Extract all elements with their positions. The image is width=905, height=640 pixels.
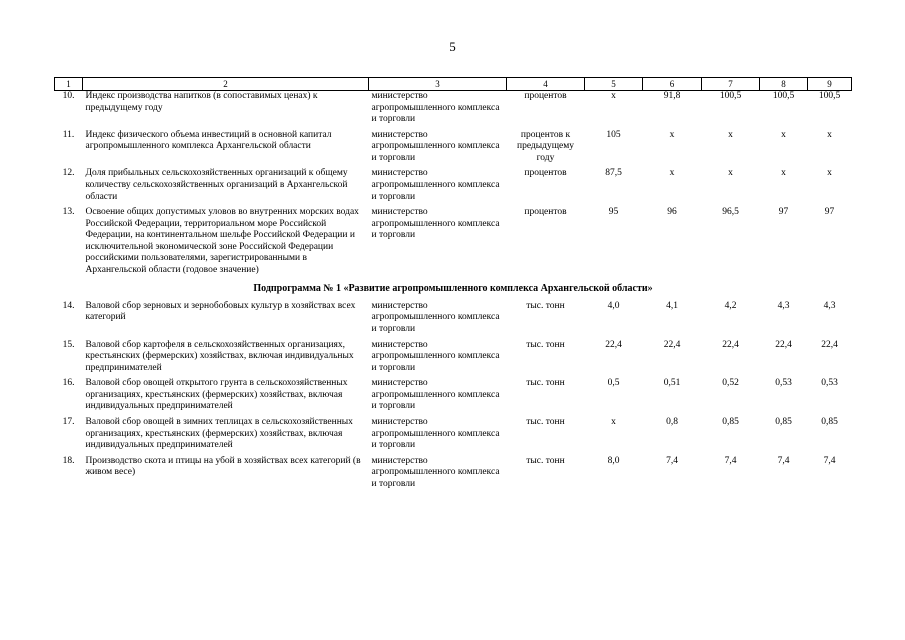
value-col7: 7,4 — [724, 455, 737, 466]
value-col5: 95 — [608, 207, 619, 218]
value-col5: 87,5 — [605, 168, 622, 179]
indicator-name: Индекс производства напитков (в сопоставимых ценах) к предыдущему году — [85, 90, 318, 113]
value-col9: 0,85 — [821, 417, 838, 428]
column-header-4: 4 — [507, 78, 585, 91]
value-col7: 0,85 — [722, 417, 739, 428]
value-col6: 91,8 — [663, 90, 681, 101]
unit: процентов к предыдущему году — [516, 129, 575, 163]
indicator-name: Валовой сбор овощей открытого грунта в сельскохозяйственных организациях, крестьянских (фермерских) хозяйствах, включая индивидуальных предпринимателей — [85, 378, 348, 412]
row-number: 15. — [62, 339, 75, 350]
value-col5: x — [611, 90, 616, 101]
table-row — [55, 301, 852, 340]
value-col5: 22,4 — [605, 339, 622, 350]
unit: тыс. тонн — [526, 455, 565, 466]
table-row — [55, 340, 852, 379]
responsible-body: министерство агропромышленного комплекса и торговли — [371, 207, 500, 241]
column-header-7: 7 — [702, 78, 760, 91]
responsible-body: министерство агропромышленного комплекса и торговли — [371, 417, 500, 451]
value-col8: 0,53 — [775, 378, 792, 389]
column-number-row — [55, 78, 852, 91]
table-row — [55, 90, 852, 129]
value-col6: 0,8 — [666, 417, 678, 428]
indicators-table — [54, 77, 852, 495]
value-col8: 4,3 — [777, 300, 790, 311]
table-row — [55, 378, 852, 417]
table-row — [55, 207, 852, 280]
unit: процентов — [524, 168, 567, 179]
subprogram-title: Подпрограмма № 1 «Развитие агропромышленного комплекса Архангельской области» — [253, 282, 653, 294]
unit: тыс. тонн — [526, 339, 565, 350]
value-col8: x — [781, 129, 786, 140]
unit: процентов — [524, 90, 567, 101]
value-col7: 96,5 — [722, 207, 739, 218]
value-col8: 100,5 — [772, 90, 795, 101]
value-col8: 7,4 — [777, 455, 790, 466]
row-number: 18. — [62, 455, 75, 466]
unit: процентов — [524, 207, 567, 218]
value-col6: 7,4 — [666, 455, 678, 466]
value-col6: 4,1 — [666, 300, 678, 311]
column-header-3: 3 — [369, 78, 507, 91]
value-col6: 0,51 — [663, 378, 681, 389]
value-col5: 0,5 — [607, 378, 620, 389]
row-number: 17. — [62, 417, 75, 428]
table-row — [55, 456, 852, 495]
indicator-name: Производство скота и птицы на убой в хозяйствах всех категорий (в живом весе) — [85, 455, 361, 478]
value-col9: 100,5 — [818, 90, 841, 101]
value-col6: 22,4 — [663, 339, 681, 350]
row-number: 12. — [62, 168, 75, 179]
value-col7: 0,52 — [722, 378, 739, 389]
page-number: 5 — [449, 39, 456, 54]
value-col5: x — [611, 417, 616, 428]
value-col8: 0,85 — [775, 417, 792, 428]
value-col5: 4,0 — [607, 300, 620, 311]
value-col9: x — [827, 129, 832, 140]
value-col9: 22,4 — [821, 339, 838, 350]
indicator-name: Освоение общих допустимых уловов во внутренних морских водах Российской Федерации, территориальном море Российской Федерации, на континентальном шельфе Российской Федерации и исключительной экономической зоне Российской Федерации российскими пользователями, зарегистрированными в Архангельской области (годовое значение) — [85, 207, 359, 276]
column-header-2: 2 — [83, 78, 369, 91]
unit: тыс. тонн — [526, 417, 565, 428]
table-row — [55, 168, 852, 207]
value-col7: 100,5 — [719, 90, 742, 101]
indicator-name: Валовой сбор зерновых и зернобобовых культур в хозяйствах всех категорий — [85, 300, 356, 323]
row-number: 14. — [62, 300, 75, 311]
responsible-body: министерство агропромышленного комплекса и торговли — [371, 90, 500, 125]
value-col6: 96 — [667, 207, 677, 218]
unit: тыс. тонн — [526, 378, 565, 389]
indicator-name: Доля прибыльных сельскохозяйственных организаций к общему количеству сельскохозяйственных организаций в Архангельской области — [85, 168, 348, 202]
subprogram-heading-row — [55, 281, 852, 301]
value-col9: 97 — [824, 207, 835, 218]
responsible-body: министерство агропромышленного комплекса и торговли — [371, 455, 500, 489]
value-col8: x — [781, 168, 786, 179]
responsible-body: министерство агропромышленного комплекса и торговли — [371, 129, 500, 163]
row-number: 13. — [62, 207, 75, 218]
column-header-9: 9 — [808, 78, 852, 91]
value-col7: x — [728, 168, 733, 179]
table-row — [55, 130, 852, 169]
value-col7: 22,4 — [722, 339, 739, 350]
value-col6: x — [669, 168, 675, 179]
value-col9: x — [827, 168, 832, 179]
value-col7: 4,2 — [724, 300, 737, 311]
column-header-6: 6 — [643, 78, 702, 91]
row-number: 16. — [62, 378, 75, 389]
responsible-body: министерство агропромышленного комплекса и торговли — [371, 339, 500, 373]
value-col8: 22,4 — [775, 339, 792, 350]
column-header-5: 5 — [585, 78, 643, 91]
responsible-body: министерство агропромышленного комплекса и торговли — [371, 168, 500, 202]
indicator-name: Валовой сбор овощей в зимних теплицах в сельскохозяйственных организациях, крестьянских (фермерских) хозяйствах, включая индивидуальных предпринимателей — [85, 417, 353, 451]
responsible-body: министерство агропромышленного комплекса и торговли — [371, 378, 500, 412]
value-col9: 7,4 — [823, 455, 836, 466]
indicator-name: Валовой сбор картофеля в сельскохозяйственных организациях, крестьянских (фермерских) хозяйствах, включая индивидуальных предпринимателей — [85, 339, 354, 373]
unit: тыс. тонн — [526, 300, 565, 311]
value-col6: x — [669, 129, 675, 140]
value-col5: 105 — [606, 129, 621, 140]
row-number: 10. — [62, 90, 75, 101]
value-col9: 0,53 — [821, 378, 838, 389]
value-col9: 4,3 — [823, 300, 836, 311]
value-col8: 97 — [778, 207, 789, 218]
value-col5: 8,0 — [607, 455, 620, 466]
column-header-8: 8 — [760, 78, 808, 91]
indicator-name: Индекс физического объема инвестиций в основной капитал агропромышленного комплекса Архангельской области — [85, 129, 332, 152]
responsible-body: министерство агропромышленного комплекса и торговли — [371, 300, 500, 334]
table-row — [55, 417, 852, 456]
column-header-1: 1 — [55, 78, 83, 91]
value-col7: x — [728, 129, 733, 140]
row-number: 11. — [62, 129, 75, 140]
